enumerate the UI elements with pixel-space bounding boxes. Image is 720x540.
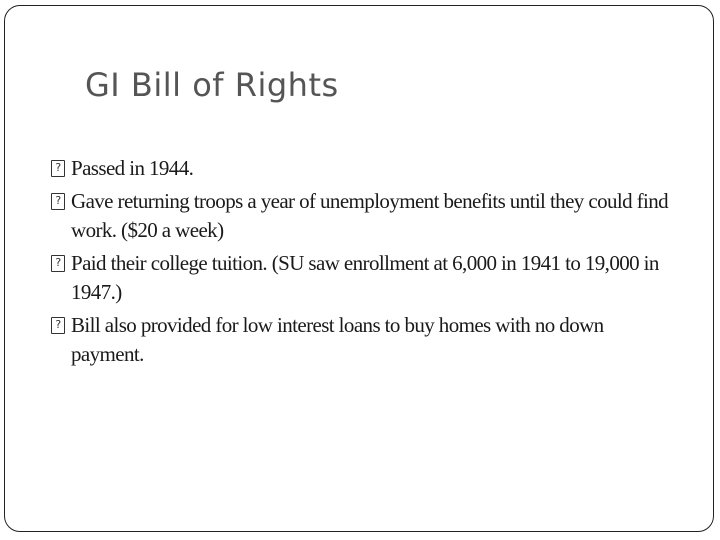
bullet-item-college-tuition (51, 249, 671, 307)
bullet-item-unemployment-benefits (51, 187, 671, 245)
bullet-text: Bill also provided for low interest loans to buy homes with no down payment. (71, 313, 604, 366)
bullet-text: Gave returning troops a year of unemployment benefits until they could find work. ($20 a week) (71, 189, 669, 242)
bullet-item-home-loans (51, 311, 671, 369)
bullet-text: Passed in 1944. (71, 156, 194, 180)
missing-glyph-box-icon (51, 160, 65, 177)
missing-glyph-box-icon (51, 255, 65, 272)
bullet-list (51, 154, 671, 373)
slide-frame (4, 5, 714, 532)
missing-glyph-box-icon (51, 317, 65, 334)
bullet-item-passed (51, 154, 671, 183)
bullet-text: Paid their college tuition. (SU saw enrollment at 6,000 in 1941 to 19,000 in 1947.) (71, 251, 659, 304)
missing-glyph-box-icon (51, 193, 65, 210)
slide-title: GI Bill of Rights (85, 66, 339, 104)
